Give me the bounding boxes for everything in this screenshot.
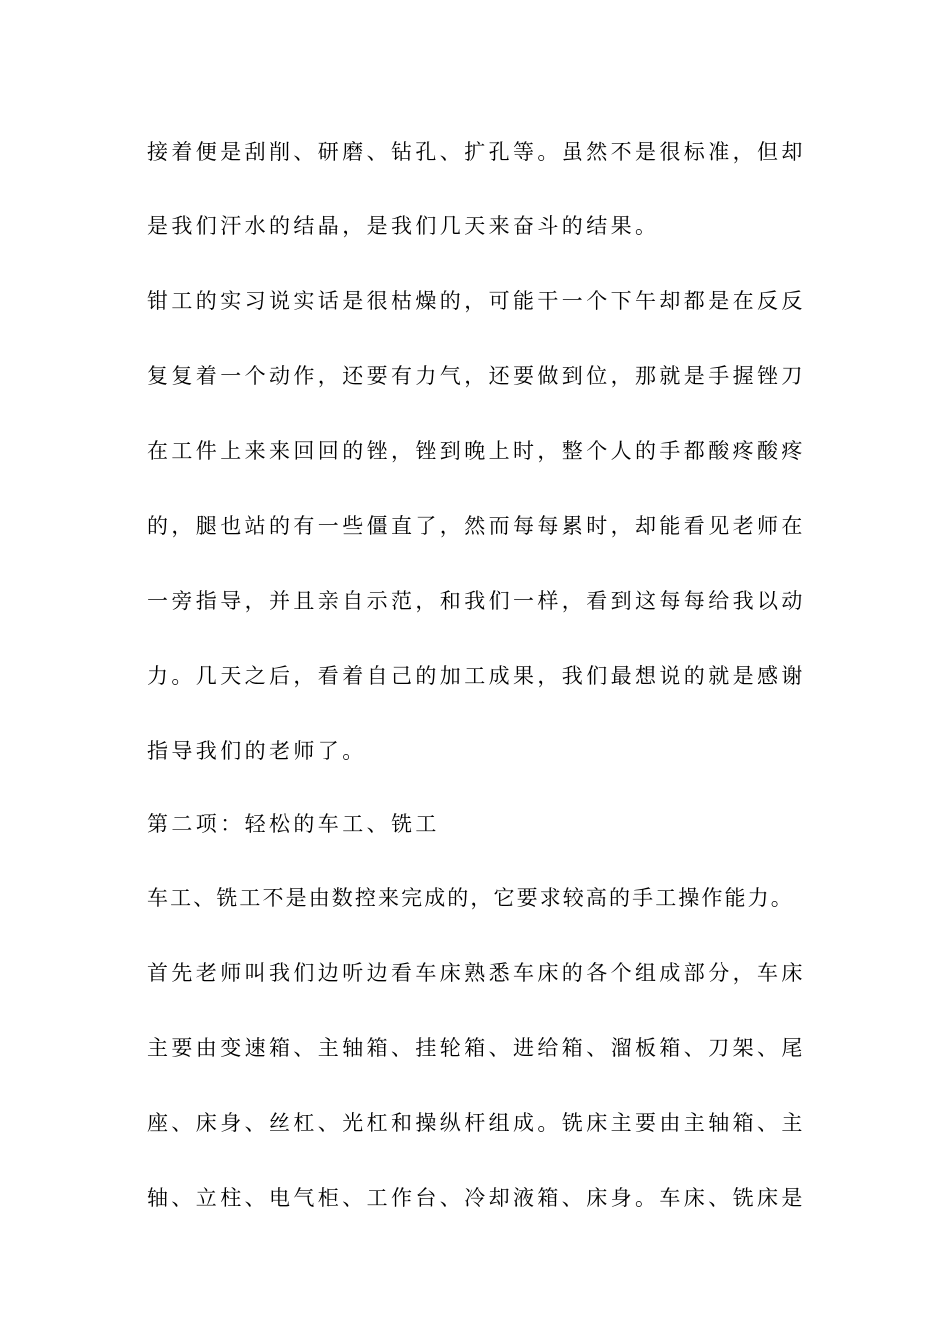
text-line-7: 一旁指导，并且亲自示范，和我们一样，看到这每每给我以动 xyxy=(147,589,806,613)
text-line-1: 接着便是刮削、研磨、钻孔、扩孔等。虽然不是很标准，但却 xyxy=(147,140,806,164)
text-line-8: 力。几天之后，看着自己的加工成果，我们最想说的就是感谢 xyxy=(147,664,806,688)
text-line-4: 复复着一个动作，还要有力气，还要做到位，那就是手握锉刀 xyxy=(147,364,806,388)
text-line-5: 在工件上来来回回的锉，锉到晚上时，整个人的手都酸疼酸疼 xyxy=(147,439,806,463)
section-heading: 第二项：轻松的车工、铣工 xyxy=(147,812,440,836)
text-line-11: 车工、铣工不是由数控来完成的，它要求较高的手工操作能力。 xyxy=(147,886,794,910)
text-line-15: 轴、立柱、电气柜、工作台、冷却液箱、床身。车床、铣床是 xyxy=(147,1186,806,1210)
text-line-12: 首先老师叫我们边听边看车床熟悉车床的各个组成部分，车床 xyxy=(147,961,806,985)
text-line-6: 的，腿也站的有一些僵直了，然而每每累时，却能看见老师在 xyxy=(147,514,806,538)
text-line-14: 座、床身、丝杠、光杠和操纵杆组成。铣床主要由主轴箱、主 xyxy=(147,1111,806,1135)
text-line-3: 钳工的实习说实话是很枯燥的，可能干一个下午却都是在反反 xyxy=(147,289,806,313)
text-line-9: 指导我们的老师了。 xyxy=(147,739,367,763)
text-line-13: 主要由变速箱、主轴箱、挂轮箱、进给箱、溜板箱、刀架、尾 xyxy=(147,1036,806,1060)
text-line-2: 是我们汗水的结晶，是我们几天来奋斗的结果。 xyxy=(147,214,660,238)
